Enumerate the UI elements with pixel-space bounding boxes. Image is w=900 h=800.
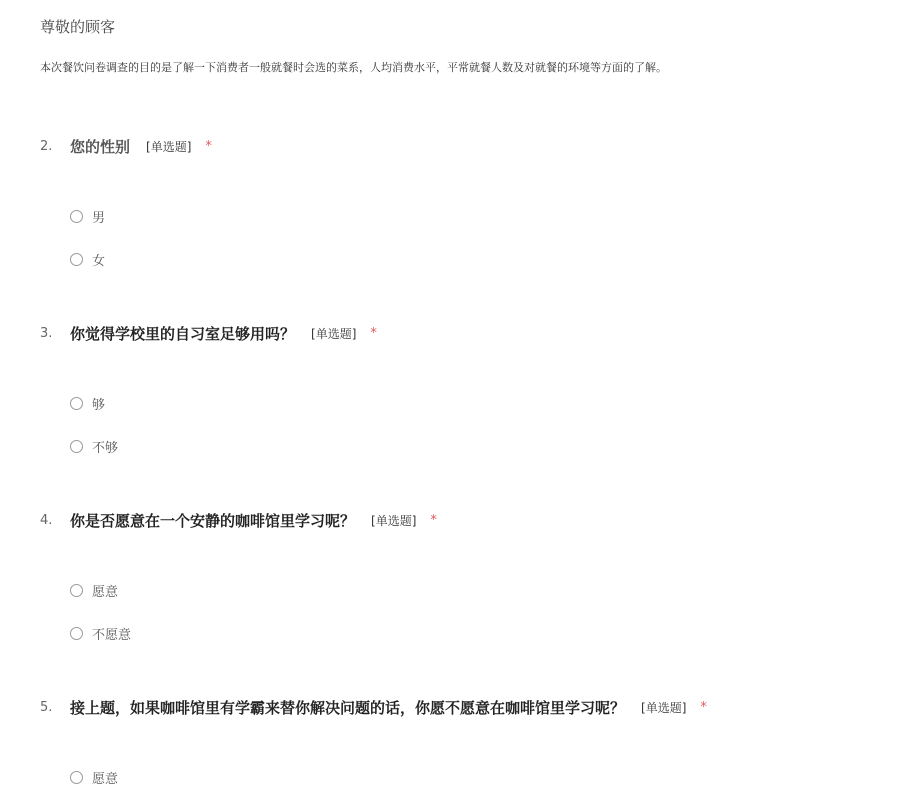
radio-icon[interactable] bbox=[70, 210, 83, 223]
option-male[interactable] bbox=[70, 207, 105, 225]
option-unwilling[interactable] bbox=[70, 624, 131, 642]
radio-icon[interactable] bbox=[70, 397, 83, 410]
required-marker: * bbox=[430, 512, 437, 528]
survey-greeting: 尊敬的顾客 bbox=[40, 18, 116, 36]
option-label: 男 bbox=[92, 210, 106, 226]
question-number: 5. bbox=[40, 699, 53, 715]
required-marker: * bbox=[205, 138, 212, 154]
question-title: 你是否愿意在一个安静的咖啡馆里学习呢？ bbox=[70, 511, 356, 530]
question-number: 2. bbox=[40, 138, 53, 154]
question-type-label: [单选题] bbox=[146, 139, 192, 154]
radio-icon[interactable] bbox=[70, 440, 83, 453]
question-type-label: [单选题] bbox=[371, 513, 417, 528]
required-marker: * bbox=[370, 325, 377, 341]
question-number: 3. bbox=[40, 325, 53, 341]
option-label: 愿意 bbox=[92, 584, 119, 600]
question-header bbox=[40, 321, 377, 345]
radio-icon[interactable] bbox=[70, 584, 83, 597]
question-number: 4. bbox=[40, 512, 53, 528]
option-enough[interactable] bbox=[70, 394, 105, 412]
question-title: 你觉得学校里的自习室足够用吗？ bbox=[70, 324, 296, 343]
option-label: 女 bbox=[92, 253, 106, 269]
option-willing[interactable] bbox=[70, 581, 118, 599]
question-title: 您的性别 bbox=[70, 137, 131, 156]
option-label: 够 bbox=[92, 397, 106, 413]
option-willing[interactable] bbox=[70, 768, 118, 786]
question-type-label: [单选题] bbox=[311, 326, 357, 341]
radio-icon[interactable] bbox=[70, 253, 83, 266]
option-label: 愿意 bbox=[92, 771, 119, 787]
survey-intro: 本次餐饮问卷调查的目的是了解一下消费者一般就餐时会选的菜系，人均消费水平，平常就餐人数及对就餐的环境等方面的了解。 bbox=[40, 61, 667, 74]
radio-icon[interactable] bbox=[70, 627, 83, 640]
question-title: 接上题，如果咖啡馆里有学霸来替你解决问题的话，你愿不愿意在咖啡馆里学习呢？ bbox=[70, 698, 626, 717]
question-type-label: [单选题] bbox=[641, 700, 687, 715]
required-marker: * bbox=[700, 699, 707, 715]
option-female[interactable] bbox=[70, 250, 105, 268]
question-header bbox=[40, 695, 707, 719]
option-label: 不够 bbox=[92, 440, 119, 456]
question-header bbox=[40, 134, 212, 158]
radio-icon[interactable] bbox=[70, 771, 83, 784]
question-header bbox=[40, 508, 437, 532]
option-label: 不愿意 bbox=[92, 627, 132, 643]
option-not-enough[interactable] bbox=[70, 437, 118, 455]
